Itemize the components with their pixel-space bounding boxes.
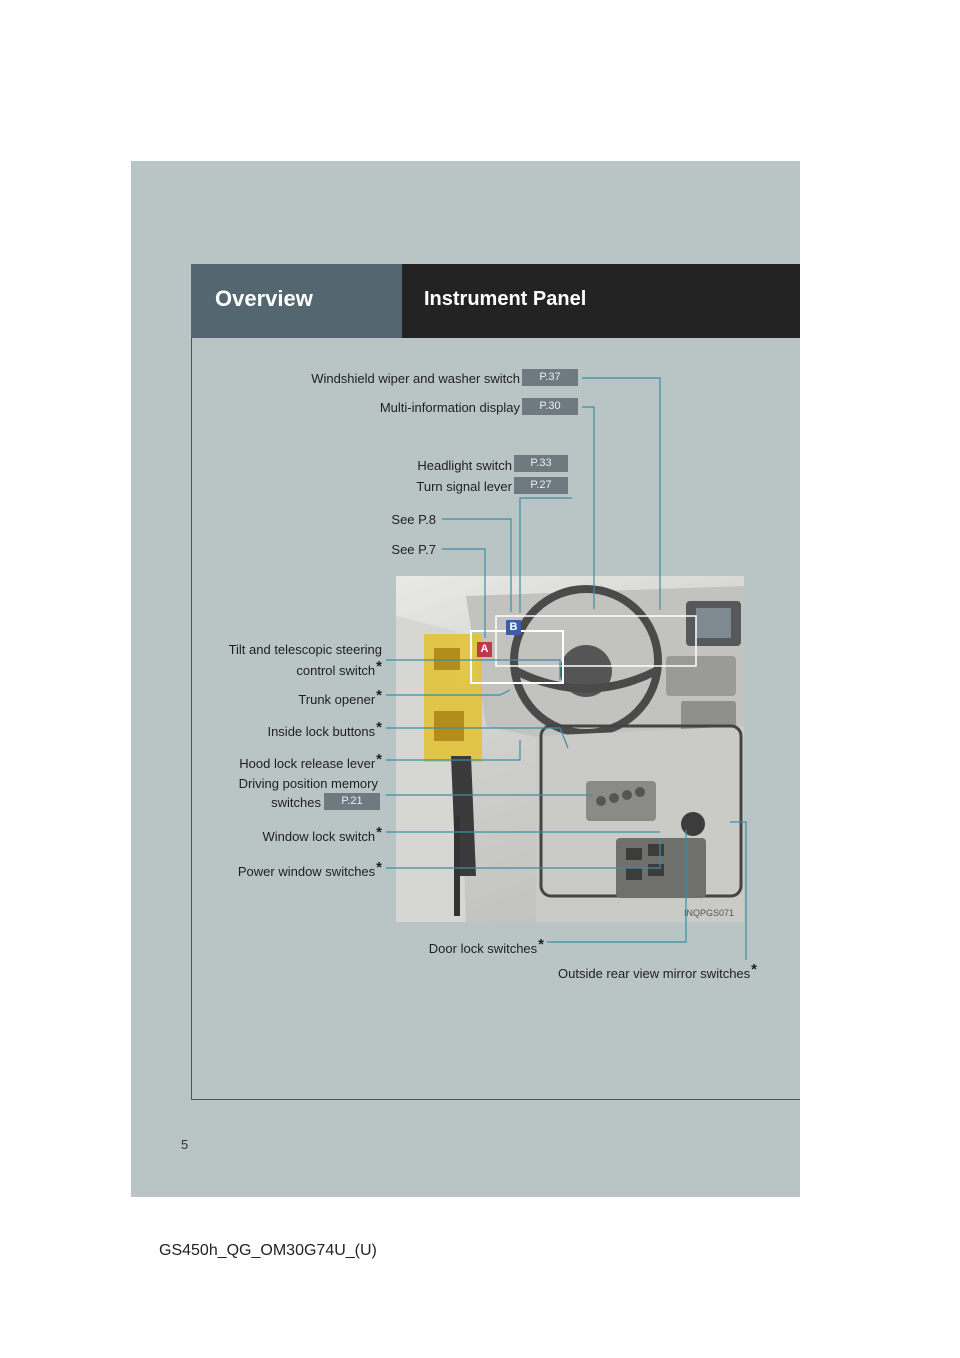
badge-a: A <box>477 642 492 657</box>
asterisk-door-lock: * <box>538 936 544 953</box>
label-driving-line2: switches <box>271 795 321 810</box>
label-mirror-row <box>520 962 757 981</box>
label-hood: Hood lock release lever <box>239 756 376 771</box>
pageref-driving[interactable]: P.21 <box>324 793 380 810</box>
label-multi-info: Multi-information display <box>379 400 520 415</box>
label-window-lock-row <box>180 825 382 844</box>
asterisk-hood: * <box>376 751 382 768</box>
label-tilt-line2: control switch <box>296 663 376 678</box>
footer-code: GS450h_QG_OM30G74U_(U) <box>159 1242 377 1259</box>
pageref-turn-signal[interactable]: P.27 <box>514 477 568 494</box>
title-header <box>402 264 800 338</box>
label-see-p8: See P.8 <box>391 512 436 527</box>
asterisk-mirror: * <box>751 961 757 978</box>
asterisk-trunk: * <box>376 687 382 704</box>
label-door-lock-row <box>360 937 544 956</box>
label-see-p7: See P.7 <box>391 542 436 557</box>
instrument-panel-illustration <box>396 576 744 922</box>
page-title: Instrument Panel <box>424 288 587 310</box>
label-hood-row <box>180 752 382 771</box>
pageref-headlight[interactable]: P.33 <box>514 455 568 472</box>
asterisk-power-window: * <box>376 859 382 876</box>
label-wiper: Windshield wiper and washer switch <box>311 371 520 386</box>
label-mirror: Outside rear view mirror switches <box>558 966 751 981</box>
label-driving-line1: Driving position memory <box>238 776 378 791</box>
label-tilt <box>180 659 382 678</box>
instrument-panel-photo <box>396 576 744 922</box>
asterisk-tilt: * <box>376 658 382 675</box>
asterisk-inside-lock: * <box>376 719 382 736</box>
label-door-lock: Door lock switches <box>428 941 538 956</box>
pageref-wiper[interactable]: P.37 <box>522 369 578 386</box>
label-tilt-line1: Tilt and telescopic steering <box>228 642 382 657</box>
badge-b: B <box>506 620 521 635</box>
label-window-lock: Window lock switch <box>262 829 376 844</box>
label-inside-lock: Inside lock buttons <box>267 724 376 739</box>
section-header <box>191 264 402 338</box>
label-turn-signal: Turn signal lever <box>416 479 512 494</box>
page-number: 5 <box>181 1137 189 1152</box>
label-headlight: Headlight switch <box>417 458 512 473</box>
photo-code: INQPGS071 <box>683 908 734 918</box>
section-title: Overview <box>215 286 313 311</box>
pageref-multi-info[interactable]: P.30 <box>522 398 578 415</box>
label-trunk-row <box>180 688 382 707</box>
label-power-window: Power window switches <box>237 864 376 879</box>
label-trunk: Trunk opener <box>298 692 376 707</box>
label-power-window-row <box>180 860 382 879</box>
asterisk-window-lock: * <box>376 824 382 841</box>
label-inside-lock-row <box>180 720 382 739</box>
